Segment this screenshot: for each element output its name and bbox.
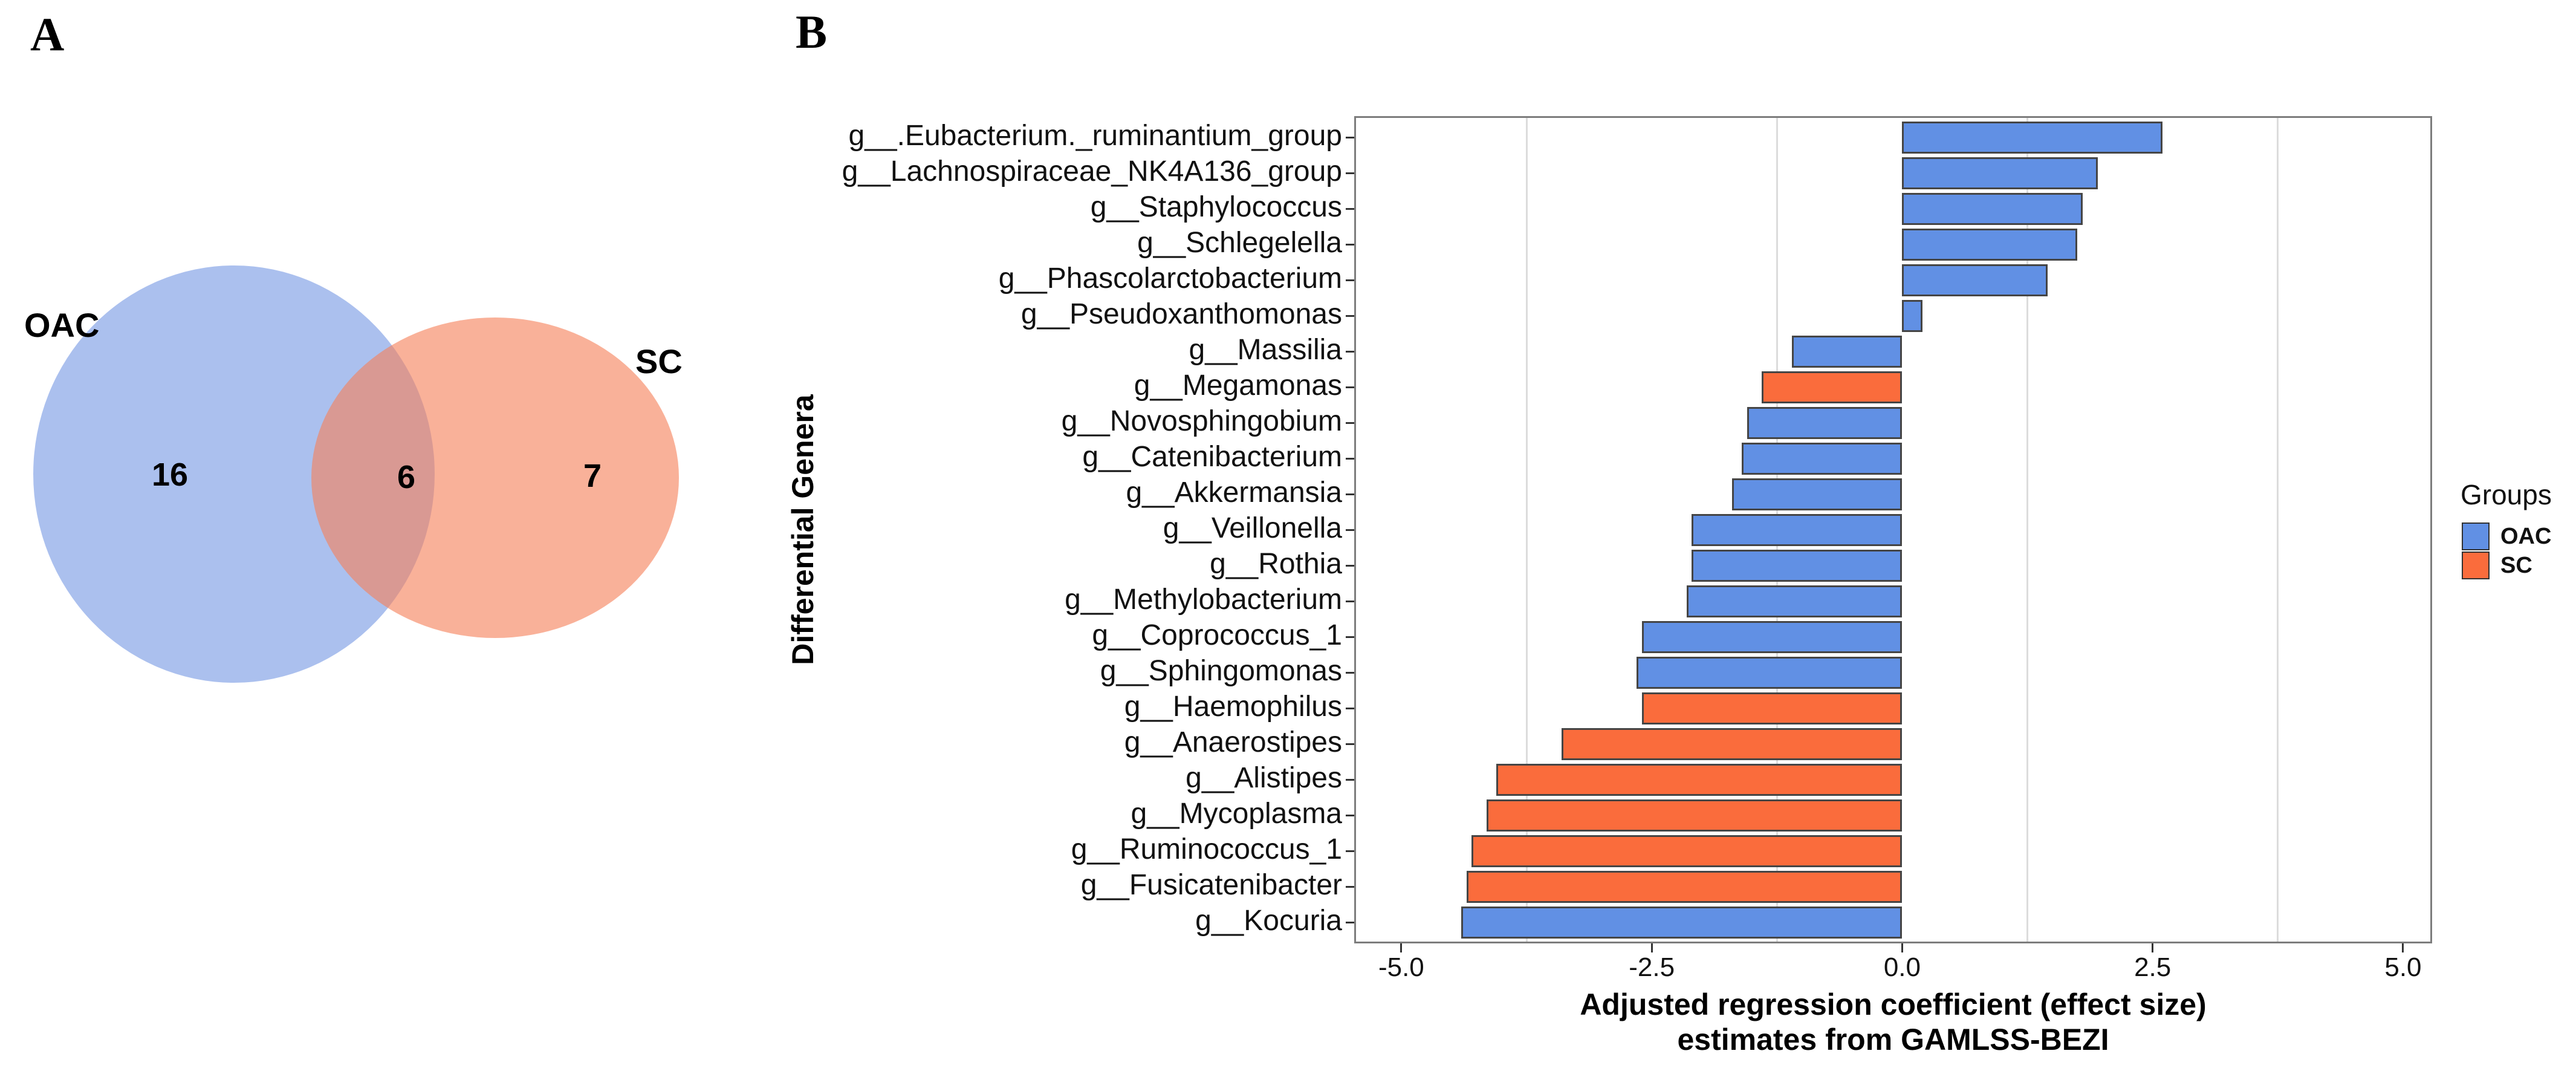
y-tick-label: g__Alistipes xyxy=(1186,762,1342,795)
y-axis-title: Differential Genera xyxy=(786,394,820,665)
venn-count-overlap: 6 xyxy=(397,459,416,495)
y-tick-label: g__Novosphingobium xyxy=(1061,405,1342,438)
x-axis-title-line1: Adjusted regression coefficient (effect size) xyxy=(1580,988,2207,1021)
y-tick-label: g__Lachnospiraceae_NK4A136_group xyxy=(842,155,1342,188)
y-axis-tick xyxy=(1346,279,1354,281)
y-tick-label: g__Schlegelella xyxy=(1137,227,1342,259)
y-axis-tick xyxy=(1346,493,1354,495)
legend-label-sc: SC xyxy=(2500,552,2532,578)
y-axis-tick xyxy=(1346,208,1354,210)
y-axis-tick xyxy=(1346,886,1354,888)
bar-g__Lachnospiraceae_NK4A136_group xyxy=(1902,157,2097,189)
legend-swatch-oac xyxy=(2462,522,2490,550)
bar-g__Ruminococcus_1 xyxy=(1471,835,1903,867)
y-axis-tick xyxy=(1346,565,1354,567)
bar-g__Anaerostipes xyxy=(1562,728,1902,760)
bar-g__Veillonella xyxy=(1692,514,1902,546)
y-axis-tick xyxy=(1346,244,1354,246)
y-tick-label: g__Sphingomonas xyxy=(1100,655,1342,688)
bar-g__Megamonas xyxy=(1762,371,1902,403)
y-tick-label: g__Methylobacterium xyxy=(1065,584,1342,616)
panel-a-label: A xyxy=(30,8,65,60)
bar-g__.Eubacterium._ruminantium_group xyxy=(1902,122,2162,154)
bar-g__Phascolarctobacterium xyxy=(1902,264,2047,296)
y-axis-tick xyxy=(1346,815,1354,816)
bar-g__Massilia xyxy=(1792,336,1902,368)
bar-chart-panel xyxy=(1354,116,2432,943)
y-tick-label: g__Ruminococcus_1 xyxy=(1071,833,1342,866)
venn-label-sc: SC xyxy=(635,342,683,380)
y-axis-tick xyxy=(1346,743,1354,745)
y-axis-tick xyxy=(1346,422,1354,424)
x-tick-label: -2.5 xyxy=(1629,952,1675,982)
y-axis-tick xyxy=(1346,779,1354,781)
x-tick-label: 2.5 xyxy=(2134,952,2172,982)
legend-swatch-sc xyxy=(2462,552,2490,579)
y-axis-tick xyxy=(1346,315,1354,317)
bar-g__Staphylococcus xyxy=(1902,193,2082,225)
y-tick-label: g__Rothia xyxy=(1210,548,1342,581)
y-axis-tick xyxy=(1346,458,1354,460)
bar-g__Catenibacterium xyxy=(1742,443,1902,475)
y-tick-label: g__.Eubacterium._ruminantium_group xyxy=(848,120,1342,152)
bar-g__Akkermansia xyxy=(1732,478,1903,510)
y-tick-label: g__Catenibacterium xyxy=(1082,441,1342,474)
y-tick-label: g__Haemophilus xyxy=(1124,691,1342,723)
y-axis-tick xyxy=(1346,172,1354,174)
y-tick-label: g__Megamonas xyxy=(1134,369,1342,402)
y-axis-tick xyxy=(1346,529,1354,531)
y-tick-label: g__Fusicatenibacter xyxy=(1080,869,1342,902)
x-tick-label: -5.0 xyxy=(1378,952,1424,982)
y-tick-label: g__Kocuria xyxy=(1195,905,1342,937)
bar-g__Kocuria xyxy=(1461,907,1902,939)
y-axis-tick xyxy=(1346,137,1354,138)
x-axis-title xyxy=(1354,987,2432,1057)
y-tick-label: g__Anaerostipes xyxy=(1124,726,1342,759)
bar-g__Rothia xyxy=(1692,550,1902,582)
x-axis-tick xyxy=(2402,943,2404,952)
y-axis-tick xyxy=(1346,672,1354,674)
x-axis-tick xyxy=(2152,943,2153,952)
y-tick-label: g__Mycoplasma xyxy=(1131,798,1342,830)
venn-label-oac: OAC xyxy=(24,306,100,344)
x-axis-tick xyxy=(1901,943,1903,952)
panel-b-label: B xyxy=(796,5,828,58)
x-axis-tick xyxy=(1651,943,1653,952)
bar-g__Schlegelella xyxy=(1902,229,2077,261)
minor-gridline xyxy=(2277,118,2279,942)
y-axis-tick xyxy=(1346,708,1354,709)
y-axis-tick xyxy=(1346,636,1354,638)
y-axis-tick xyxy=(1346,386,1354,388)
bar-g__Pseudoxanthomonas xyxy=(1902,300,1922,332)
y-tick-label: g__Pseudoxanthomonas xyxy=(1020,298,1342,331)
bar-g__Alistipes xyxy=(1496,764,1902,796)
bar-g__Fusicatenibacter xyxy=(1467,871,1903,903)
bar-g__Mycoplasma xyxy=(1487,799,1903,832)
bar-g__Sphingomonas xyxy=(1637,657,1902,689)
venn-count-sc-unique: 7 xyxy=(583,458,602,494)
bar-g__Haemophilus xyxy=(1642,692,1903,724)
venn-count-oac-unique: 16 xyxy=(151,457,189,493)
y-axis-tick xyxy=(1346,850,1354,852)
y-tick-label: g__Veillonella xyxy=(1163,512,1342,545)
bar-g__Novosphingobium xyxy=(1747,407,1903,439)
y-tick-label: g__Staphylococcus xyxy=(1090,191,1342,224)
legend-title: Groups xyxy=(2461,479,2552,510)
y-axis-tick xyxy=(1346,601,1354,602)
legend-label-oac: OAC xyxy=(2500,523,2552,549)
y-axis-tick xyxy=(1346,922,1354,923)
bar-g__Methylobacterium xyxy=(1687,585,1902,617)
x-tick-label: 0.0 xyxy=(1883,952,1921,982)
x-axis-tick xyxy=(1400,943,1402,952)
y-tick-label: g__Phascolarctobacterium xyxy=(998,262,1342,295)
y-tick-label: g__Akkermansia xyxy=(1126,477,1342,509)
bar-g__Coprococcus_1 xyxy=(1642,621,1903,653)
y-tick-label: g__Coprococcus_1 xyxy=(1092,619,1342,652)
x-tick-label: 5.0 xyxy=(2384,952,2422,982)
x-axis-title-line2: estimates from GAMLSS-BEZI xyxy=(1677,1023,2109,1056)
y-axis-tick xyxy=(1346,351,1354,353)
y-tick-label: g__Massilia xyxy=(1189,334,1342,366)
